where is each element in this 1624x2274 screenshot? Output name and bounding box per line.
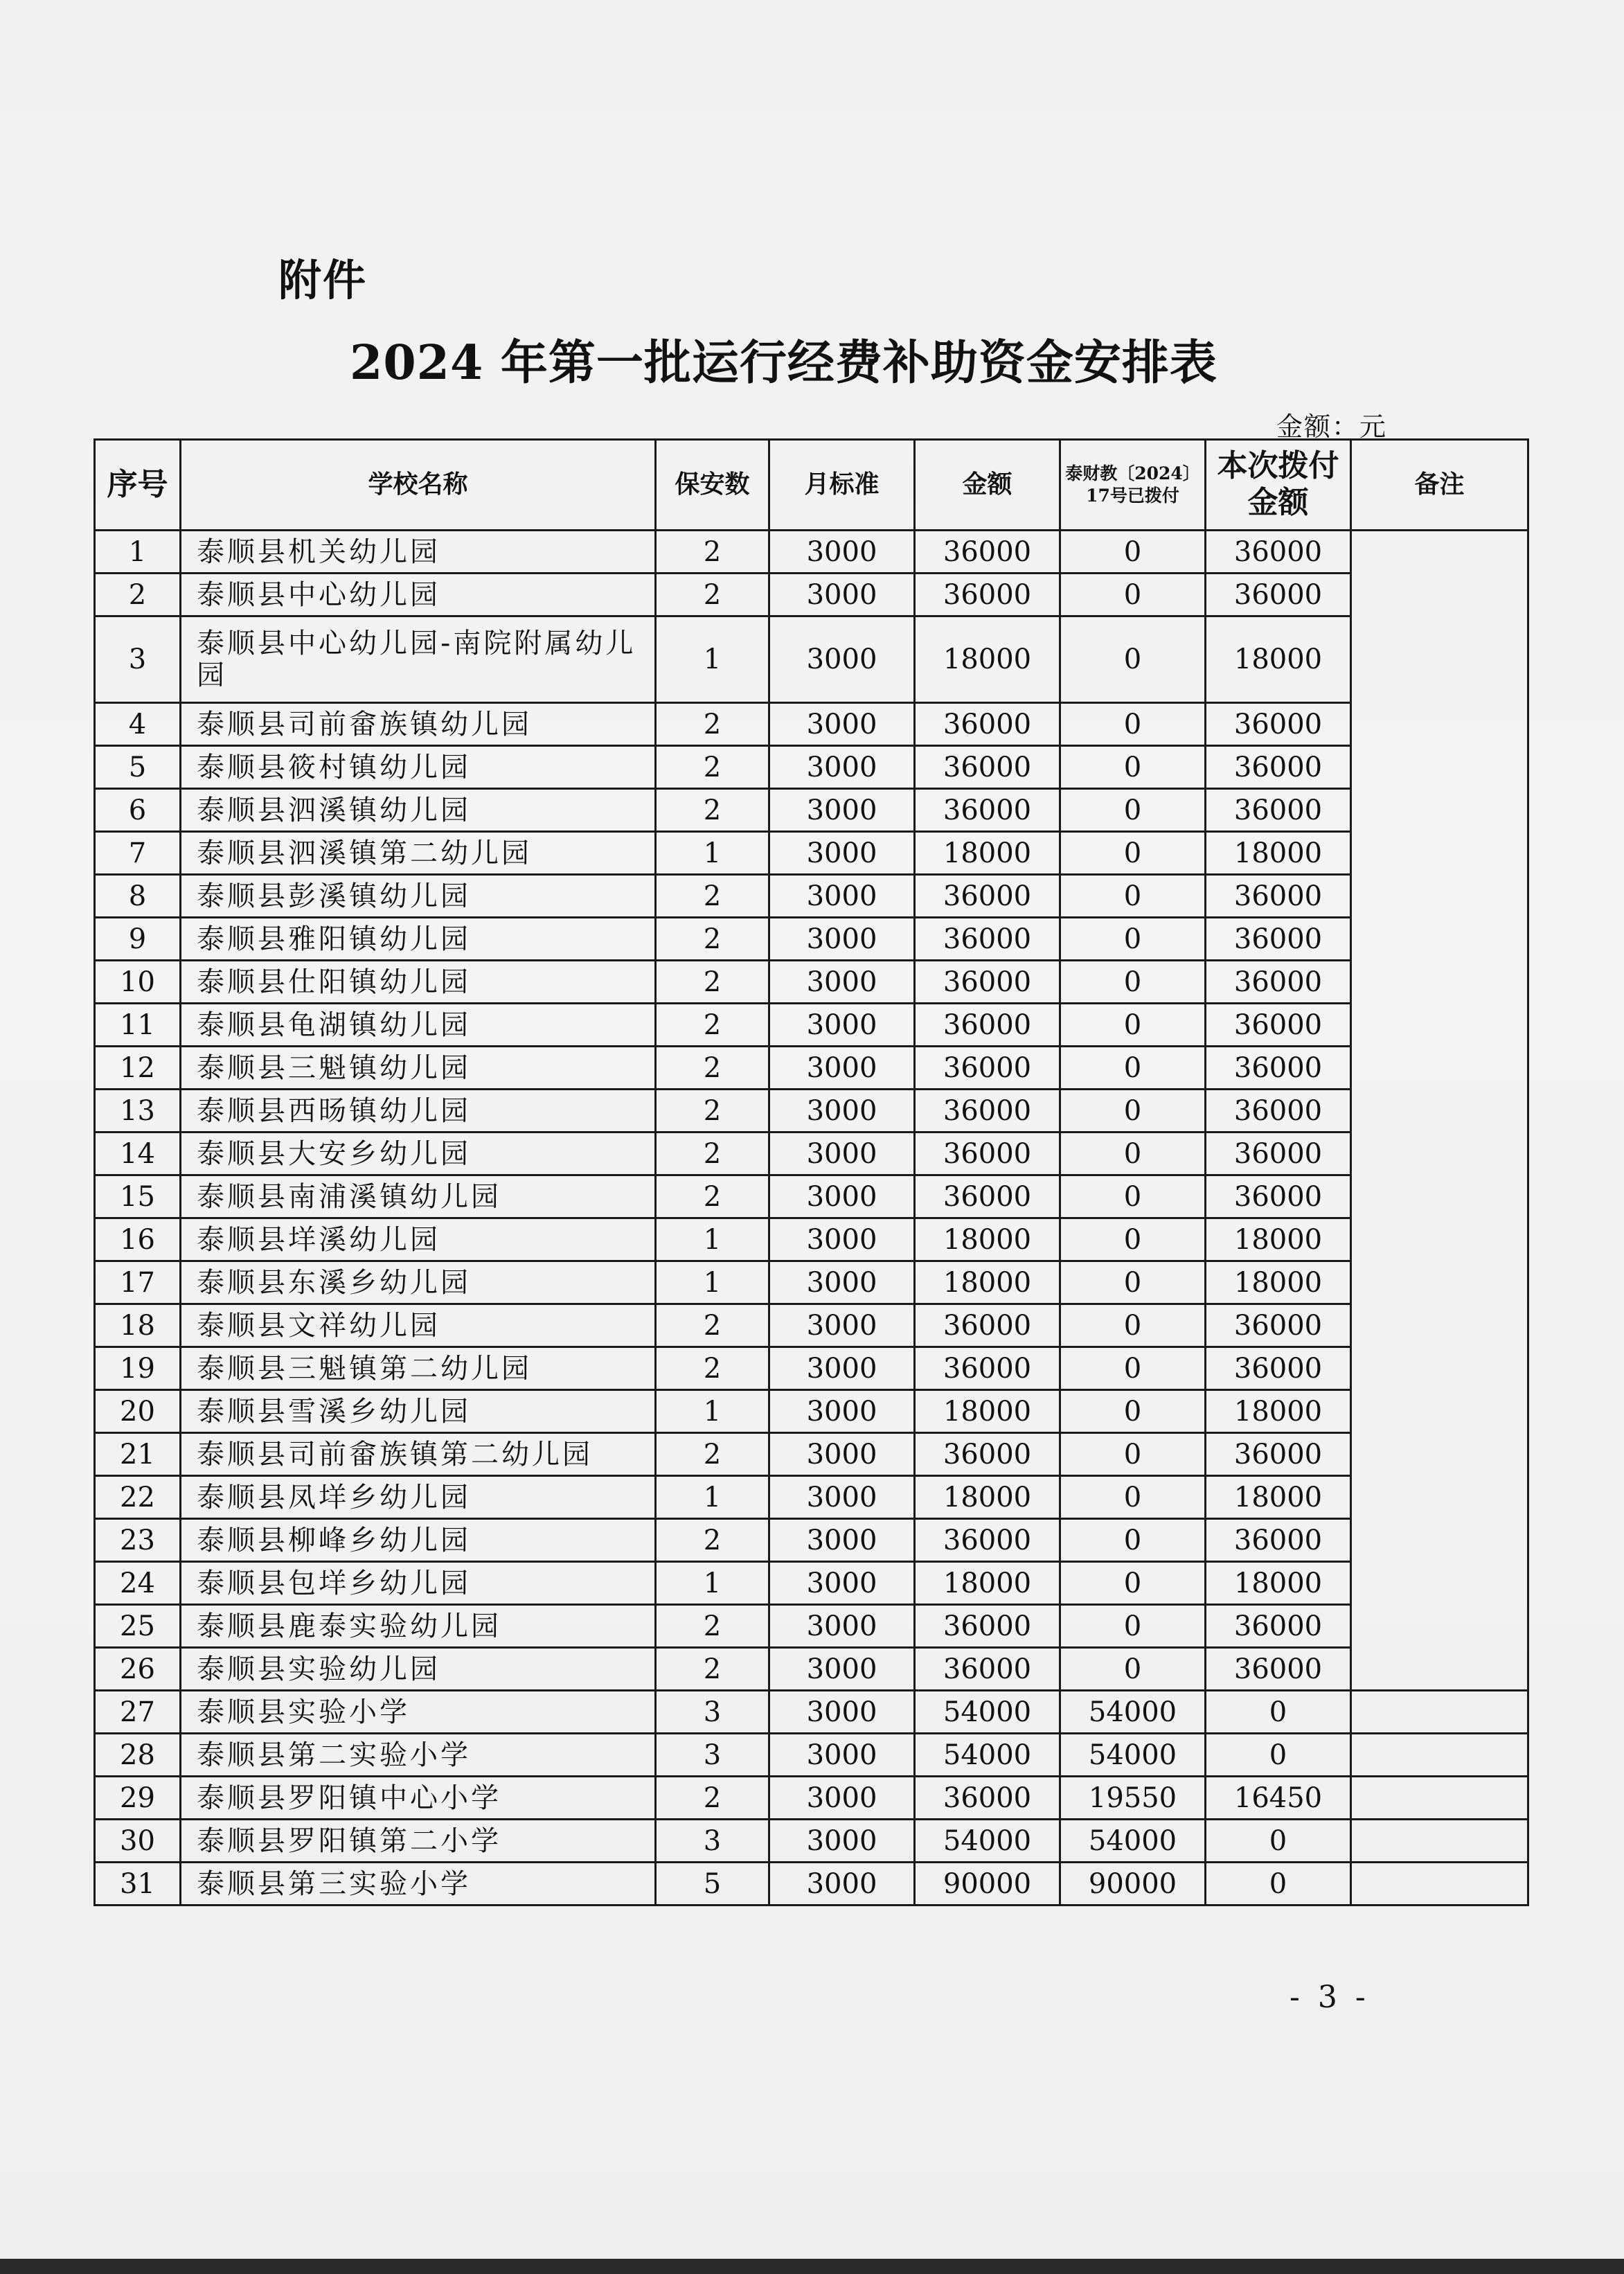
cell-remark (1351, 789, 1528, 832)
cell-guards: 1 (656, 1261, 769, 1304)
cell-remark (1351, 1218, 1528, 1261)
cell-paid: 0 (1060, 1175, 1206, 1218)
cell-amount: 36000 (915, 1605, 1060, 1648)
cell-remark (1351, 918, 1528, 961)
cell-remark (1351, 1863, 1528, 1906)
cell-this-payment: 36000 (1206, 1433, 1351, 1476)
cell-school: 泰顺县第二实验小学 (181, 1734, 656, 1777)
cell-amount: 36000 (915, 1347, 1060, 1390)
cell-remark (1351, 1562, 1528, 1605)
cell-this-payment: 36000 (1206, 961, 1351, 1004)
cell-amount: 18000 (915, 1562, 1060, 1605)
cell-amount: 36000 (915, 1132, 1060, 1175)
cell-monthly: 3000 (769, 1132, 915, 1175)
header-monthly: 月标准 (769, 440, 915, 531)
cell-remark (1351, 1476, 1528, 1519)
cell-guards: 2 (656, 1090, 769, 1132)
cell-school: 泰顺县筱村镇幼儿园 (181, 746, 656, 789)
table-row (95, 531, 1528, 574)
cell-school: 泰顺县雅阳镇幼儿园 (181, 918, 656, 961)
cell-guards: 1 (656, 1562, 769, 1605)
cell-guards: 2 (656, 703, 769, 746)
cell-school: 泰顺县垟溪幼儿园 (181, 1218, 656, 1261)
cell-amount: 36000 (915, 1304, 1060, 1347)
cell-this-payment: 0 (1206, 1691, 1351, 1734)
table-row (95, 1519, 1528, 1562)
header-guards: 保安数 (656, 440, 769, 531)
cell-school: 泰顺县中心幼儿园 (181, 574, 656, 616)
cell-amount: 36000 (915, 961, 1060, 1004)
table-row (95, 1175, 1528, 1218)
cell-amount: 18000 (915, 1390, 1060, 1433)
cell-paid: 0 (1060, 1090, 1206, 1132)
cell-paid: 0 (1060, 1004, 1206, 1047)
cell-this-payment: 36000 (1206, 789, 1351, 832)
cell-school: 泰顺县实验幼儿园 (181, 1648, 656, 1691)
cell-this-payment: 36000 (1206, 703, 1351, 746)
cell-remark (1351, 1304, 1528, 1347)
cell-monthly: 3000 (769, 1347, 915, 1390)
table-row (95, 1691, 1528, 1734)
cell-seq: 10 (95, 961, 181, 1004)
cell-school: 泰顺县三魁镇第二幼儿园 (181, 1347, 656, 1390)
unit-label: 金额：元 (1276, 411, 1388, 442)
cell-guards: 1 (656, 616, 769, 703)
cell-this-payment: 36000 (1206, 746, 1351, 789)
cell-guards: 2 (656, 1004, 769, 1047)
allocation-table (93, 438, 1529, 1906)
cell-monthly: 3000 (769, 1175, 915, 1218)
cell-remark (1351, 1261, 1528, 1304)
cell-amount: 54000 (915, 1691, 1060, 1734)
cell-this-payment: 36000 (1206, 918, 1351, 961)
cell-amount: 36000 (915, 746, 1060, 789)
table-row (95, 1132, 1528, 1175)
cell-monthly: 3000 (769, 832, 915, 875)
cell-paid: 54000 (1060, 1691, 1206, 1734)
cell-guards: 3 (656, 1820, 769, 1863)
cell-seq: 16 (95, 1218, 181, 1261)
cell-seq: 15 (95, 1175, 181, 1218)
cell-monthly: 3000 (769, 1734, 915, 1777)
cell-school: 泰顺县司前畲族镇第二幼儿园 (181, 1433, 656, 1476)
cell-seq: 27 (95, 1691, 181, 1734)
cell-paid: 0 (1060, 1304, 1206, 1347)
cell-seq: 2 (95, 574, 181, 616)
cell-paid: 0 (1060, 1132, 1206, 1175)
cell-this-payment: 36000 (1206, 1605, 1351, 1648)
cell-paid: 0 (1060, 616, 1206, 703)
table-row (95, 875, 1528, 918)
cell-school: 泰顺县泗溪镇幼儿园 (181, 789, 656, 832)
cell-paid: 0 (1060, 703, 1206, 746)
cell-remark (1351, 1004, 1528, 1047)
cell-paid: 0 (1060, 574, 1206, 616)
table-body (95, 531, 1528, 1906)
cell-school: 泰顺县东溪乡幼儿园 (181, 1261, 656, 1304)
cell-seq: 28 (95, 1734, 181, 1777)
cell-amount: 18000 (915, 1218, 1060, 1261)
cell-seq: 6 (95, 789, 181, 832)
cell-remark (1351, 1777, 1528, 1820)
cell-amount: 36000 (915, 574, 1060, 616)
cell-seq: 23 (95, 1519, 181, 1562)
cell-seq: 21 (95, 1433, 181, 1476)
cell-amount: 36000 (915, 918, 1060, 961)
table-row (95, 1820, 1528, 1863)
table-row (95, 1090, 1528, 1132)
cell-seq: 18 (95, 1304, 181, 1347)
cell-amount: 36000 (915, 1777, 1060, 1820)
cell-guards: 2 (656, 1648, 769, 1691)
cell-seq: 8 (95, 875, 181, 918)
cell-guards: 2 (656, 1777, 769, 1820)
cell-paid: 0 (1060, 961, 1206, 1004)
cell-school: 泰顺县龟湖镇幼儿园 (181, 1004, 656, 1047)
cell-school: 泰顺县仕阳镇幼儿园 (181, 961, 656, 1004)
cell-guards: 2 (656, 746, 769, 789)
cell-seq: 29 (95, 1777, 181, 1820)
cell-seq: 20 (95, 1390, 181, 1433)
cell-amount: 36000 (915, 1047, 1060, 1090)
cell-remark (1351, 1605, 1528, 1648)
cell-remark (1351, 832, 1528, 875)
attachment-label: 附件 (278, 255, 368, 305)
cell-this-payment: 18000 (1206, 832, 1351, 875)
table-row (95, 1304, 1528, 1347)
cell-school: 泰顺县罗阳镇第二小学 (181, 1820, 656, 1863)
cell-seq: 11 (95, 1004, 181, 1047)
cell-school: 泰顺县司前畲族镇幼儿园 (181, 703, 656, 746)
cell-paid: 0 (1060, 1433, 1206, 1476)
cell-amount: 36000 (915, 1433, 1060, 1476)
cell-amount: 36000 (915, 1004, 1060, 1047)
cell-amount: 54000 (915, 1820, 1060, 1863)
cell-remark (1351, 1734, 1528, 1777)
cell-remark (1351, 1347, 1528, 1390)
cell-guards: 2 (656, 1175, 769, 1218)
cell-seq: 25 (95, 1605, 181, 1648)
cell-amount: 36000 (915, 1090, 1060, 1132)
cell-seq: 31 (95, 1863, 181, 1906)
cell-monthly: 3000 (769, 1218, 915, 1261)
cell-this-payment: 36000 (1206, 1304, 1351, 1347)
cell-amount: 36000 (915, 1175, 1060, 1218)
cell-guards: 5 (656, 1863, 769, 1906)
cell-monthly: 3000 (769, 1863, 915, 1906)
cell-monthly: 3000 (769, 1433, 915, 1476)
cell-school: 泰顺县西旸镇幼儿园 (181, 1090, 656, 1132)
cell-monthly: 3000 (769, 1004, 915, 1047)
cell-school: 泰顺县中心幼儿园-南院附属幼儿园 (181, 616, 656, 703)
table-row (95, 1347, 1528, 1390)
cell-this-payment: 0 (1206, 1820, 1351, 1863)
cell-amount: 36000 (915, 531, 1060, 574)
table-row (95, 746, 1528, 789)
cell-remark (1351, 961, 1528, 1004)
table-row (95, 1047, 1528, 1090)
table-row (95, 1734, 1528, 1777)
cell-amount: 36000 (915, 875, 1060, 918)
cell-monthly: 3000 (769, 1605, 915, 1648)
cell-amount: 36000 (915, 703, 1060, 746)
cell-paid: 0 (1060, 1390, 1206, 1433)
cell-paid: 0 (1060, 1648, 1206, 1691)
cell-amount: 18000 (915, 1476, 1060, 1519)
cell-this-payment: 18000 (1206, 616, 1351, 703)
cell-monthly: 3000 (769, 1261, 915, 1304)
cell-paid: 54000 (1060, 1734, 1206, 1777)
cell-this-payment: 18000 (1206, 1261, 1351, 1304)
cell-remark (1351, 574, 1528, 616)
cell-school: 泰顺县实验小学 (181, 1691, 656, 1734)
header-this-payment: 本次拨付金额 (1206, 440, 1351, 531)
cell-remark (1351, 1390, 1528, 1433)
cell-paid: 90000 (1060, 1863, 1206, 1906)
cell-this-payment: 36000 (1206, 1519, 1351, 1562)
table-row (95, 1476, 1528, 1519)
cell-guards: 1 (656, 1390, 769, 1433)
cell-remark (1351, 616, 1528, 703)
cell-monthly: 3000 (769, 1820, 915, 1863)
cell-guards: 2 (656, 1433, 769, 1476)
cell-school: 泰顺县泗溪镇第二幼儿园 (181, 832, 656, 875)
cell-paid: 19550 (1060, 1777, 1206, 1820)
cell-remark (1351, 703, 1528, 746)
cell-remark (1351, 1433, 1528, 1476)
cell-monthly: 3000 (769, 1090, 915, 1132)
table-header-row (95, 440, 1528, 531)
table-row (95, 1390, 1528, 1433)
cell-remark (1351, 1648, 1528, 1691)
cell-guards: 1 (656, 832, 769, 875)
cell-school: 泰顺县雪溪乡幼儿园 (181, 1390, 656, 1433)
cell-monthly: 3000 (769, 1519, 915, 1562)
cell-monthly: 3000 (769, 1562, 915, 1605)
cell-paid: 0 (1060, 1562, 1206, 1605)
cell-this-payment: 36000 (1206, 574, 1351, 616)
cell-guards: 1 (656, 1218, 769, 1261)
cell-school: 泰顺县南浦溪镇幼儿园 (181, 1175, 656, 1218)
cell-monthly: 3000 (769, 1777, 915, 1820)
cell-school: 泰顺县彭溪镇幼儿园 (181, 875, 656, 918)
cell-monthly: 3000 (769, 789, 915, 832)
cell-seq: 4 (95, 703, 181, 746)
cell-monthly: 3000 (769, 1047, 915, 1090)
cell-guards: 2 (656, 875, 769, 918)
page-number: - 3 - (1290, 1980, 1370, 2015)
cell-seq: 30 (95, 1820, 181, 1863)
header-school: 学校名称 (181, 440, 656, 531)
cell-school: 泰顺县罗阳镇中心小学 (181, 1777, 656, 1820)
table-row (95, 961, 1528, 1004)
table-row (95, 616, 1528, 703)
cell-this-payment: 36000 (1206, 1347, 1351, 1390)
cell-seq: 13 (95, 1090, 181, 1132)
cell-this-payment: 18000 (1206, 1562, 1351, 1605)
cell-amount: 36000 (915, 789, 1060, 832)
cell-seq: 5 (95, 746, 181, 789)
cell-paid: 0 (1060, 875, 1206, 918)
cell-this-payment: 36000 (1206, 531, 1351, 574)
cell-guards: 1 (656, 1476, 769, 1519)
cell-this-payment: 0 (1206, 1734, 1351, 1777)
cell-school: 泰顺县柳峰乡幼儿园 (181, 1519, 656, 1562)
cell-remark (1351, 1090, 1528, 1132)
cell-guards: 2 (656, 961, 769, 1004)
cell-this-payment: 36000 (1206, 1004, 1351, 1047)
cell-paid: 0 (1060, 531, 1206, 574)
cell-monthly: 3000 (769, 875, 915, 918)
cell-monthly: 3000 (769, 1691, 915, 1734)
cell-monthly: 3000 (769, 574, 915, 616)
cell-remark (1351, 875, 1528, 918)
cell-monthly: 3000 (769, 746, 915, 789)
cell-this-payment: 36000 (1206, 1090, 1351, 1132)
cell-this-payment: 18000 (1206, 1390, 1351, 1433)
cell-seq: 9 (95, 918, 181, 961)
table-row (95, 832, 1528, 875)
table-row (95, 918, 1528, 961)
cell-seq: 17 (95, 1261, 181, 1304)
cell-seq: 22 (95, 1476, 181, 1519)
cell-paid: 0 (1060, 832, 1206, 875)
cell-monthly: 3000 (769, 531, 915, 574)
cell-remark (1351, 746, 1528, 789)
cell-paid: 0 (1060, 1218, 1206, 1261)
cell-amount: 18000 (915, 1261, 1060, 1304)
table-row (95, 1261, 1528, 1304)
cell-monthly: 3000 (769, 1476, 915, 1519)
cell-paid: 0 (1060, 746, 1206, 789)
cell-this-payment: 36000 (1206, 1132, 1351, 1175)
cell-school: 泰顺县鹿泰实验幼儿园 (181, 1605, 656, 1648)
cell-seq: 19 (95, 1347, 181, 1390)
cell-seq: 26 (95, 1648, 181, 1691)
table-row (95, 703, 1528, 746)
table-row (95, 574, 1528, 616)
table-row (95, 789, 1528, 832)
cell-monthly: 3000 (769, 616, 915, 703)
table-row (95, 1218, 1528, 1261)
cell-paid: 0 (1060, 1605, 1206, 1648)
table-row (95, 1777, 1528, 1820)
table-row (95, 1648, 1528, 1691)
cell-guards: 3 (656, 1734, 769, 1777)
cell-paid: 0 (1060, 789, 1206, 832)
cell-amount: 36000 (915, 1519, 1060, 1562)
cell-paid: 0 (1060, 1476, 1206, 1519)
cell-school: 泰顺县机关幼儿园 (181, 531, 656, 574)
cell-this-payment: 36000 (1206, 1648, 1351, 1691)
cell-seq: 14 (95, 1132, 181, 1175)
cell-guards: 2 (656, 531, 769, 574)
cell-monthly: 3000 (769, 1648, 915, 1691)
cell-paid: 0 (1060, 1047, 1206, 1090)
header-paid: 泰财教〔2024〕17号已拨付 (1060, 440, 1206, 531)
cell-monthly: 3000 (769, 918, 915, 961)
cell-guards: 2 (656, 1605, 769, 1648)
cell-monthly: 3000 (769, 1304, 915, 1347)
cell-seq: 3 (95, 616, 181, 703)
cell-this-payment: 36000 (1206, 1175, 1351, 1218)
cell-remark (1351, 1691, 1528, 1734)
cell-guards: 2 (656, 918, 769, 961)
cell-amount: 54000 (915, 1734, 1060, 1777)
cell-guards: 2 (656, 1347, 769, 1390)
cell-paid: 0 (1060, 1261, 1206, 1304)
cell-guards: 2 (656, 574, 769, 616)
cell-paid: 0 (1060, 1347, 1206, 1390)
cell-this-payment: 36000 (1206, 1047, 1351, 1090)
cell-paid: 54000 (1060, 1820, 1206, 1863)
cell-school: 泰顺县第三实验小学 (181, 1863, 656, 1906)
cell-school: 泰顺县凤垟乡幼儿园 (181, 1476, 656, 1519)
cell-seq: 1 (95, 531, 181, 574)
table-row (95, 1562, 1528, 1605)
cell-amount: 90000 (915, 1863, 1060, 1906)
cell-this-payment: 0 (1206, 1863, 1351, 1906)
header-remark: 备注 (1351, 440, 1528, 531)
cell-this-payment: 36000 (1206, 875, 1351, 918)
header-seq: 序号 (95, 440, 181, 531)
cell-monthly: 3000 (769, 1390, 915, 1433)
cell-paid: 0 (1060, 918, 1206, 961)
cell-remark (1351, 1820, 1528, 1863)
cell-guards: 2 (656, 1519, 769, 1562)
cell-seq: 7 (95, 832, 181, 875)
cell-this-payment: 18000 (1206, 1476, 1351, 1519)
cell-school: 泰顺县包垟乡幼儿园 (181, 1562, 656, 1605)
cell-guards: 2 (656, 1304, 769, 1347)
cell-guards: 3 (656, 1691, 769, 1734)
table-row (95, 1004, 1528, 1047)
scan-edge (0, 2259, 1624, 2274)
cell-seq: 24 (95, 1562, 181, 1605)
cell-this-payment: 16450 (1206, 1777, 1351, 1820)
cell-paid: 0 (1060, 1519, 1206, 1562)
table-row (95, 1433, 1528, 1476)
cell-seq: 12 (95, 1047, 181, 1090)
cell-remark (1351, 1519, 1528, 1562)
cell-this-payment: 18000 (1206, 1218, 1351, 1261)
cell-monthly: 3000 (769, 703, 915, 746)
cell-school: 泰顺县大安乡幼儿园 (181, 1132, 656, 1175)
cell-amount: 18000 (915, 832, 1060, 875)
cell-amount: 18000 (915, 616, 1060, 703)
cell-guards: 2 (656, 1047, 769, 1090)
cell-school: 泰顺县文祥幼儿园 (181, 1304, 656, 1347)
table-row (95, 1605, 1528, 1648)
cell-remark (1351, 531, 1528, 574)
cell-amount: 36000 (915, 1648, 1060, 1691)
cell-guards: 2 (656, 1132, 769, 1175)
cell-monthly: 3000 (769, 961, 915, 1004)
cell-school: 泰顺县三魁镇幼儿园 (181, 1047, 656, 1090)
cell-remark (1351, 1175, 1528, 1218)
cell-remark (1351, 1132, 1528, 1175)
page-title: 2024 年第一批运行经费补助资金安排表 (350, 335, 1217, 391)
table-row (95, 1863, 1528, 1906)
cell-guards: 2 (656, 789, 769, 832)
cell-remark (1351, 1047, 1528, 1090)
header-amount: 金额 (915, 440, 1060, 531)
